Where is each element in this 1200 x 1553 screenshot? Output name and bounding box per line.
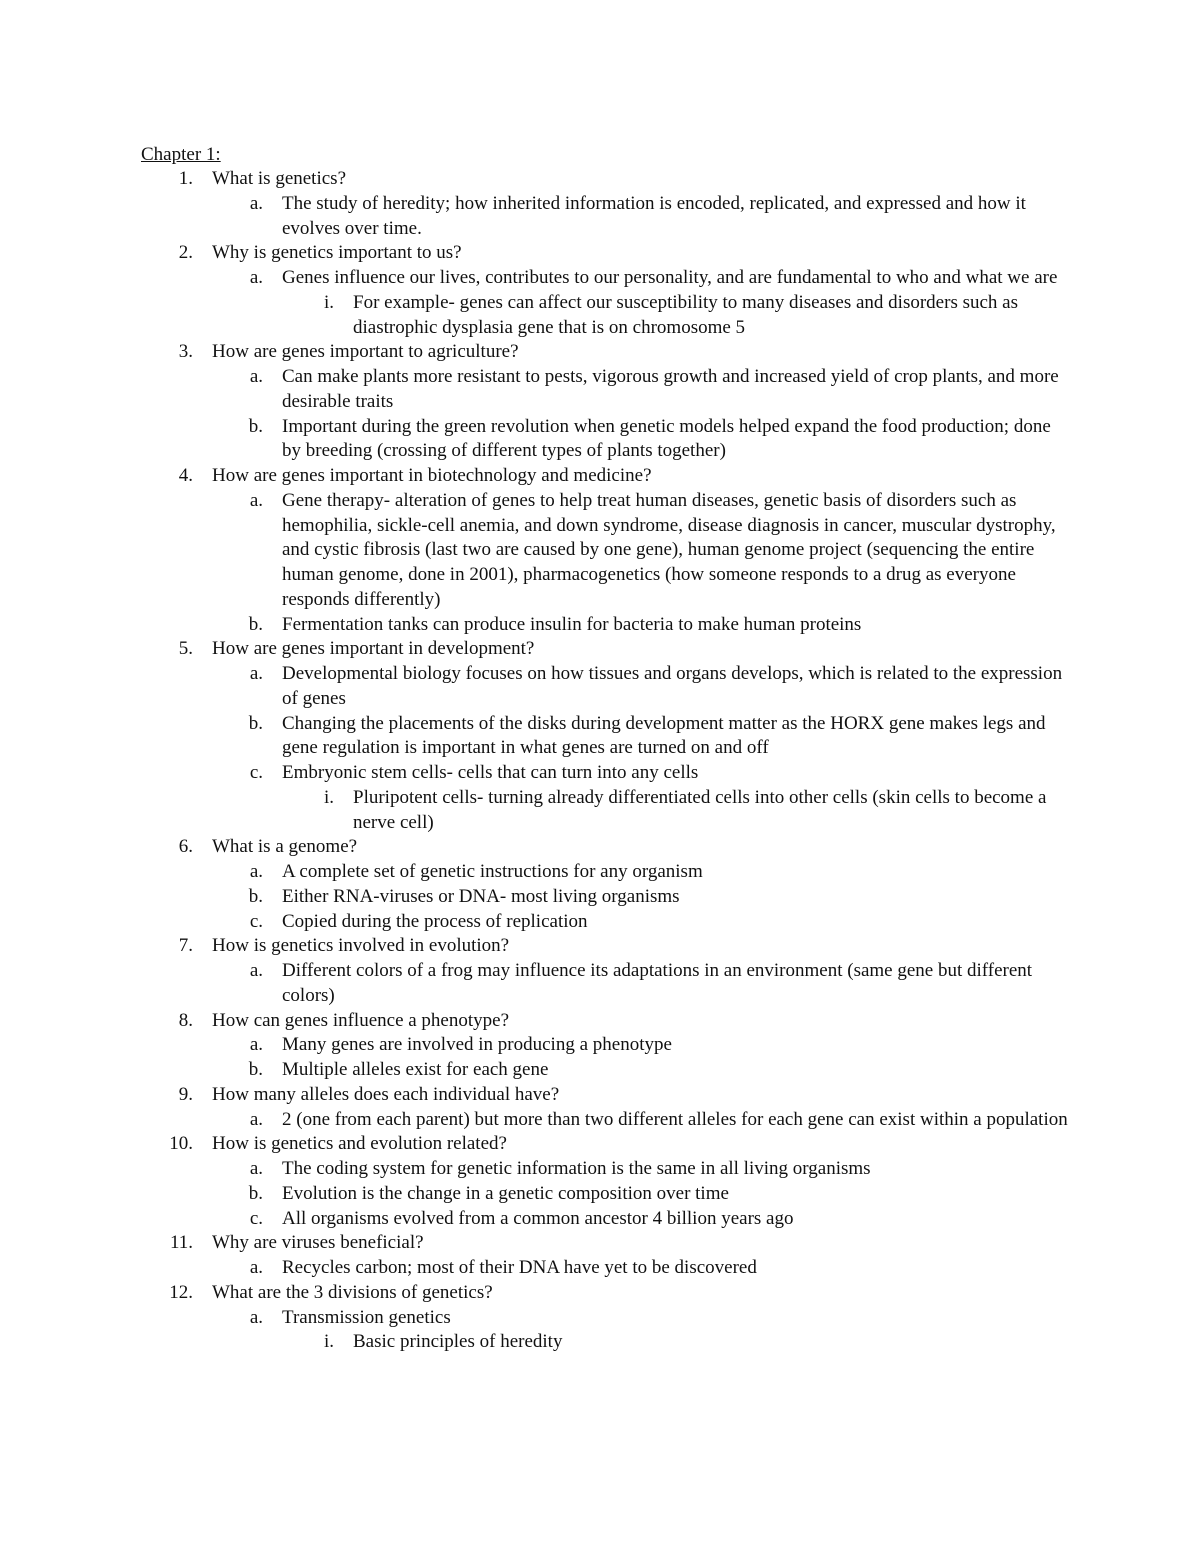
- list-text: Different colors of a frog may influence its adaptations in an environment (same gene but different colors): [282, 960, 1033, 1006]
- list-text: What is a genome?: [212, 836, 358, 858]
- list-text: How are genes important to agriculture?: [212, 341, 519, 363]
- answer-item: [0, 959, 1200, 1009]
- list-marker: b.: [248, 415, 263, 437]
- list-marker: a.: [249, 1306, 263, 1328]
- list-text: Why are viruses beneficial?: [212, 1232, 424, 1254]
- answer-item: [0, 266, 1200, 291]
- list-marker: b.: [248, 712, 263, 734]
- list-marker: i.: [323, 786, 334, 808]
- list-text: Embryonic stem cells- cells that can turn into any cells: [282, 762, 699, 783]
- list-text: The coding system for genetic information is the same in all living organisms: [282, 1158, 871, 1179]
- list-marker: 11.: [169, 1232, 193, 1254]
- list-text: Gene therapy- alteration of genes to help treat human diseases, genetic basis of disorders such as hemophilia, sickle-cell anemia, and down syndrome, disease diagnosis in cancer, muscular dystrophy, and cystic fibrosis (last two are caused by one gene), human genome project (sequencing the entire human genome, done in 2001), pharmacogenetics (how someone responds to a drug as everyone responds differently): [282, 489, 1056, 610]
- list-marker: 7.: [178, 935, 193, 957]
- outline-list: [0, 167, 1200, 1355]
- answer-item: [0, 1058, 1200, 1083]
- list-marker: a.: [249, 366, 263, 387]
- list-text: How is genetics and evolution related?: [212, 1133, 507, 1155]
- list-marker: c.: [249, 762, 263, 783]
- list-marker: a.: [249, 1108, 263, 1130]
- list-marker: a.: [249, 861, 263, 882]
- sub-answer-item: [0, 1330, 1200, 1355]
- question-item: [0, 167, 1200, 192]
- list-text: Important during the green revolution when genetic models helped expand the food production; done by breeding (crossing of different types of plants together): [282, 415, 1051, 462]
- list-marker: c.: [249, 1207, 263, 1229]
- question-item: [0, 637, 1200, 662]
- answer-item: [0, 1033, 1200, 1058]
- question-item: [0, 1281, 1200, 1306]
- answer-item: [0, 712, 1200, 762]
- list-text: Either RNA-viruses or DNA- most living organisms: [282, 885, 680, 907]
- list-marker: a.: [249, 1257, 263, 1278]
- list-text: What are the 3 divisions of genetics?: [212, 1281, 493, 1303]
- list-text: How are genes important in biotechnology and medicine?: [212, 465, 652, 486]
- list-text: Multiple alleles exist for each gene: [282, 1059, 549, 1080]
- question-item: [0, 1083, 1200, 1108]
- list-text: Fermentation tanks can produce insulin for bacteria to make human proteins: [282, 613, 862, 635]
- answer-item: [0, 192, 1200, 242]
- list-text: How is genetics involved in evolution?: [212, 935, 510, 957]
- question-item: [0, 934, 1200, 959]
- list-text: Pluripotent cells- turning already differentiated cells into other cells (skin cells to become a nerve cell): [353, 786, 1047, 833]
- answer-item: [0, 662, 1200, 712]
- list-text: Transmission genetics: [282, 1306, 451, 1328]
- list-text: For example- genes can affect our susceptibility to many diseases and disorders such as diastrophic dysplasia gene that is on chromosome 5: [353, 291, 1018, 338]
- answer-item: [0, 1306, 1200, 1331]
- list-marker: 12.: [169, 1281, 193, 1303]
- answer-item: [0, 1108, 1200, 1133]
- question-item: [0, 835, 1200, 860]
- list-marker: b.: [248, 1182, 263, 1204]
- list-marker: 10.: [169, 1133, 193, 1155]
- list-marker: 8.: [178, 1009, 193, 1031]
- answer-item: [0, 761, 1200, 786]
- answer-item: [0, 1182, 1200, 1207]
- answer-item: [0, 489, 1200, 613]
- list-marker: a.: [249, 192, 263, 214]
- answer-item: [0, 885, 1200, 910]
- list-text: Copied during the process of replication: [282, 910, 588, 932]
- list-marker: c.: [249, 910, 263, 932]
- list-marker: 9.: [178, 1083, 193, 1105]
- list-marker: 5.: [178, 638, 193, 660]
- question-item: [0, 241, 1200, 266]
- list-marker: 4.: [178, 465, 193, 486]
- list-marker: 1.: [178, 168, 193, 189]
- question-item: [0, 464, 1200, 489]
- answer-item: [0, 1256, 1200, 1281]
- list-marker: a.: [249, 489, 263, 511]
- list-marker: 2.: [178, 242, 193, 264]
- list-text: How many alleles does each individual have?: [212, 1083, 560, 1105]
- list-marker: 6.: [178, 836, 193, 858]
- answer-item: [0, 415, 1200, 465]
- answer-item: [0, 910, 1200, 935]
- answer-item: [0, 860, 1200, 885]
- list-marker: a.: [249, 267, 263, 288]
- list-text: Can make plants more resistant to pests, vigorous growth and increased yield of crop plants, and more desirable traits: [282, 366, 1059, 412]
- list-marker: a.: [249, 960, 263, 981]
- list-text: The study of heredity; how inherited information is encoded, replicated, and expressed and how it evolves over time.: [282, 192, 1026, 239]
- sub-answer-item: [0, 291, 1200, 341]
- list-text: A complete set of genetic instructions for any organism: [282, 861, 703, 882]
- question-item: [0, 340, 1200, 365]
- sub-answer-item: [0, 786, 1200, 836]
- list-text: How can genes influence a phenotype?: [212, 1009, 510, 1031]
- list-marker: i.: [323, 1331, 334, 1353]
- list-marker: b.: [248, 885, 263, 907]
- list-text: What is genetics?: [212, 168, 347, 189]
- list-text: All organisms evolved from a common ancestor 4 billion years ago: [282, 1207, 794, 1229]
- list-text: Changing the placements of the disks during development matter as the HORX gene makes legs and gene regulation is important in what genes are turned on and off: [282, 712, 1046, 759]
- question-item: [0, 1231, 1200, 1256]
- answer-item: [0, 1207, 1200, 1232]
- question-item: [0, 1132, 1200, 1157]
- chapter-heading: Chapter 1:: [141, 144, 221, 165]
- list-marker: a.: [249, 663, 263, 684]
- list-marker: i.: [323, 291, 334, 313]
- list-marker: 3.: [178, 341, 193, 363]
- list-marker: b.: [248, 1059, 263, 1080]
- list-text: 2 (one from each parent) but more than two different alleles for each gene can exist within a population: [282, 1108, 1068, 1130]
- answer-item: [0, 365, 1200, 415]
- list-text: Genes influence our lives, contributes to our personality, and are fundamental to who and what we are: [282, 267, 1058, 288]
- list-text: Many genes are involved in producing a phenotype: [282, 1034, 672, 1056]
- list-text: Basic principles of heredity: [353, 1331, 563, 1353]
- list-text: Developmental biology focuses on how tissues and organs develops, which is related to the expression of genes: [282, 663, 1063, 709]
- answer-item: [0, 613, 1200, 638]
- list-text: How are genes important in development?: [212, 638, 535, 660]
- list-marker: a.: [249, 1158, 263, 1179]
- list-text: Recycles carbon; most of their DNA have yet to be discovered: [282, 1257, 757, 1278]
- list-marker: a.: [249, 1034, 263, 1056]
- question-item: [0, 1009, 1200, 1034]
- list-marker: b.: [248, 613, 263, 635]
- list-text: Why is genetics important to us?: [212, 242, 462, 264]
- answer-item: [0, 1157, 1200, 1182]
- list-text: Evolution is the change in a genetic composition over time: [282, 1182, 729, 1204]
